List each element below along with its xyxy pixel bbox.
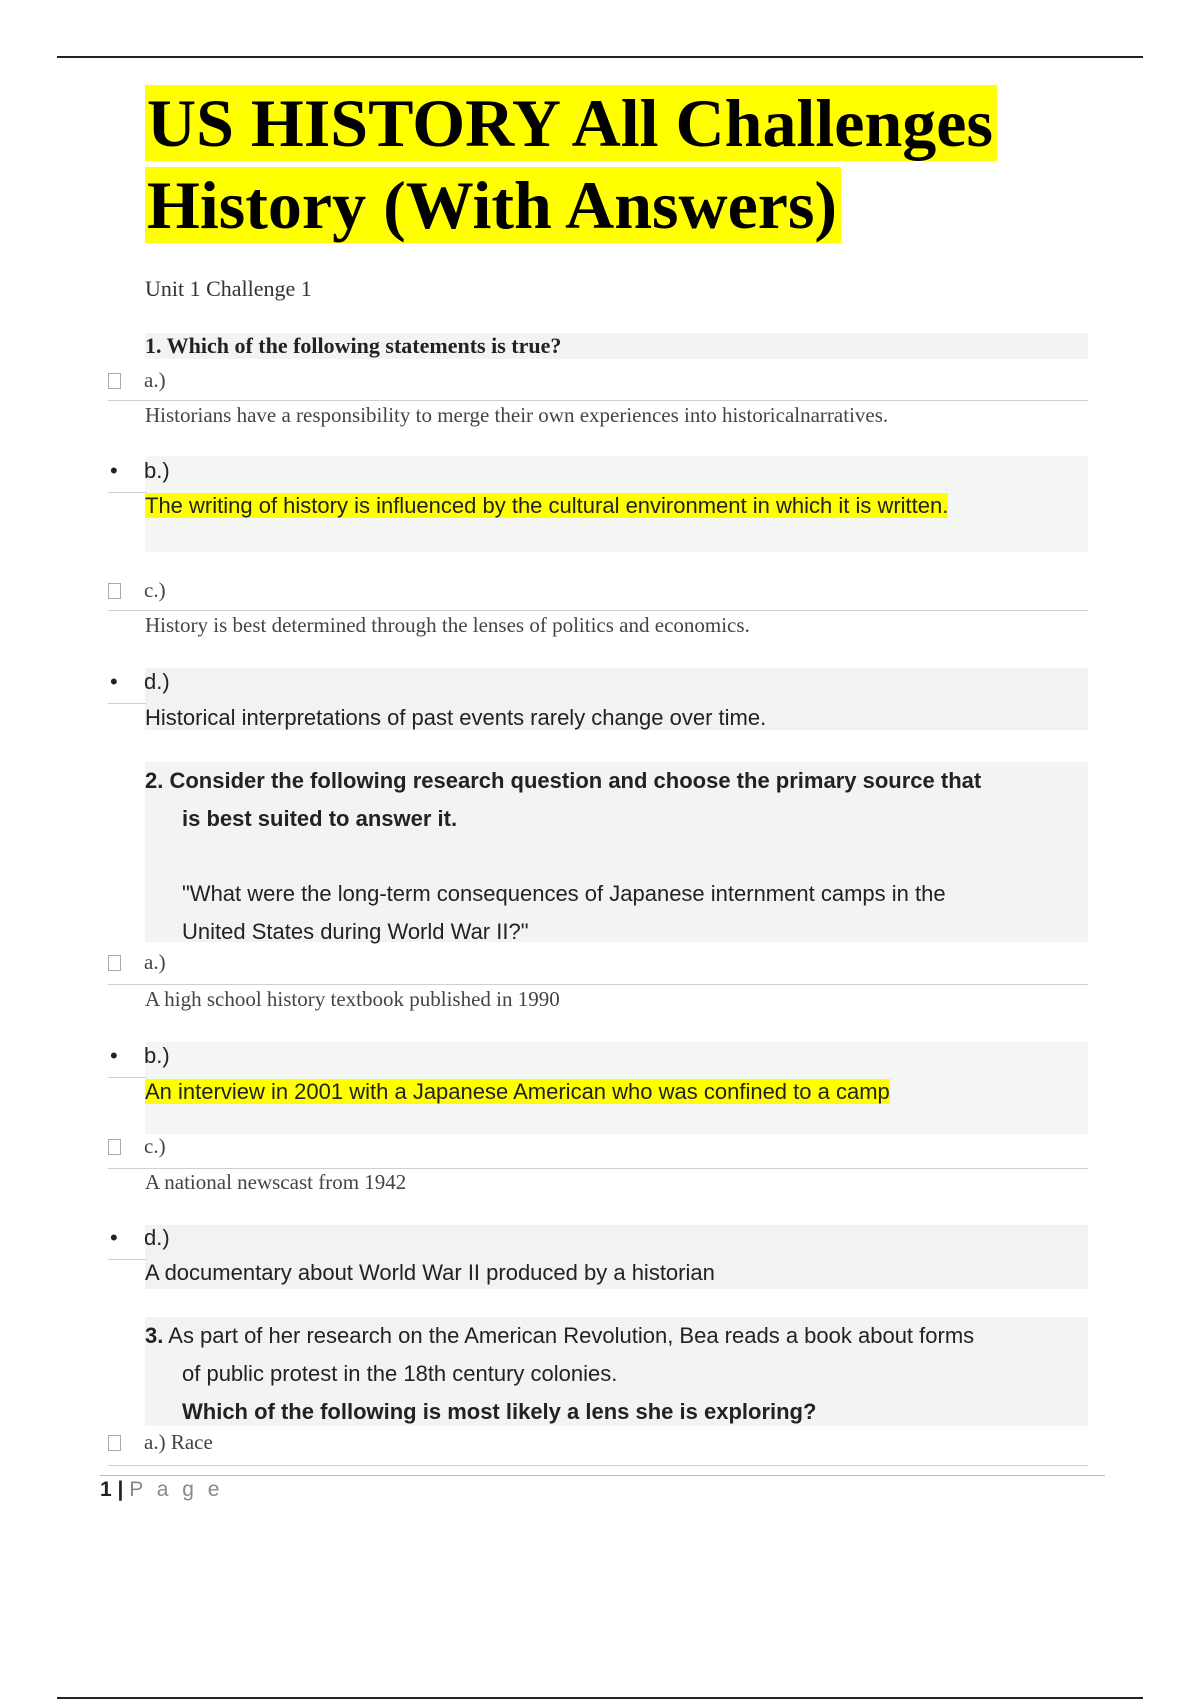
- question-3-box: [145, 1317, 1088, 1426]
- option-letter: b.): [144, 1043, 170, 1068]
- bottom-rule: [57, 1697, 1143, 1699]
- checkbox-icon[interactable]: [108, 1435, 121, 1451]
- divider: [108, 1465, 1088, 1466]
- page-number: 1: [100, 1478, 112, 1501]
- question-3-line-3: Which of the following is most likely a lens she is exploring?: [182, 1399, 817, 1424]
- q2-option-d-text: A documentary about World War II produced by a historian: [145, 1260, 715, 1285]
- question-text: Consider the following research question and choose the primary source that: [169, 768, 982, 793]
- title-line-1: US HISTORY All Challenges: [145, 85, 997, 161]
- bullet-icon: •: [110, 458, 118, 483]
- divider: [108, 400, 1088, 401]
- title-line-2: History (With Answers): [145, 167, 841, 243]
- footer-rule: [100, 1475, 1105, 1476]
- q2-option-b[interactable]: [108, 1041, 1088, 1081]
- question-2-quote-1: "What were the long-term consequences of Japanese internment camps in the: [182, 881, 946, 906]
- question-number: 3.: [145, 1323, 164, 1348]
- option-letter: a.): [144, 950, 166, 974]
- question-3-line-1: [145, 1317, 1088, 1355]
- question-1-box: [145, 333, 1088, 359]
- question-3-line-2: of public protest in the 18th century colonies.: [182, 1361, 618, 1386]
- divider: [108, 1168, 1088, 1169]
- q1-option-d[interactable]: [108, 667, 1088, 707]
- q2-option-c-text: A national newscast from 1942: [145, 1170, 407, 1194]
- q1-option-d-text: Historical interpretations of past events rarely change over time.: [145, 705, 767, 730]
- option-letter: c.): [144, 1134, 166, 1158]
- page-label: P a g e: [129, 1478, 224, 1501]
- option-letter: c.): [144, 578, 166, 602]
- checkbox-icon[interactable]: [108, 373, 121, 389]
- option-letter: d.): [144, 669, 170, 694]
- page-title: [145, 82, 1065, 246]
- question-text: As part of her research on the American Revolution, Bea reads a book about forms: [168, 1323, 975, 1348]
- divider: [108, 703, 146, 704]
- checkbox-icon[interactable]: [108, 583, 121, 599]
- question-2-line-1: [145, 762, 1088, 800]
- divider: [108, 1259, 146, 1260]
- checkbox-icon[interactable]: [108, 1139, 121, 1155]
- top-rule: [57, 56, 1143, 58]
- q2-option-b-text: [145, 1079, 890, 1105]
- question-2-line-2: is best suited to answer it.: [182, 806, 458, 831]
- q3-option-a[interactable]: [108, 1430, 1088, 1470]
- option-letter: b.): [144, 458, 170, 483]
- q2-option-a-text: A high school history textbook published in 1990: [145, 987, 560, 1011]
- unit-heading: Unit 1 Challenge 1: [145, 276, 312, 301]
- page-footer: [100, 1478, 223, 1502]
- q1-option-b[interactable]: [108, 456, 1088, 496]
- footer-separator: |: [117, 1478, 124, 1501]
- question-2-box: [145, 762, 1088, 942]
- option-letter: a.): [144, 368, 166, 392]
- option-text: a.) Race: [144, 1430, 213, 1454]
- question-1-text: 1. Which of the following statements is true?: [145, 333, 562, 358]
- bullet-icon: •: [110, 669, 118, 694]
- q2-option-d[interactable]: [108, 1223, 1088, 1263]
- divider: [108, 1077, 146, 1078]
- highlighted-answer: An interview in 2001 with a Japanese American who was confined to a camp: [145, 1079, 890, 1104]
- question-2-quote-2: United States during World War II?": [182, 919, 529, 944]
- checkbox-icon[interactable]: [108, 955, 121, 971]
- bullet-icon: •: [110, 1043, 118, 1068]
- divider: [108, 610, 1088, 611]
- bullet-icon: •: [110, 1225, 118, 1250]
- divider: [108, 492, 146, 493]
- option-letter: d.): [144, 1225, 170, 1250]
- divider: [108, 984, 1088, 985]
- question-number: 2.: [145, 768, 164, 793]
- q1-option-b-text: [145, 493, 948, 519]
- q1-option-c-text: History is best determined through the lenses of politics and economics.: [145, 613, 750, 637]
- q1-option-a-text: Historians have a responsibility to merge their own experiences into historicalnarratives.: [145, 403, 889, 427]
- highlighted-answer: The writing of history is influenced by the cultural environment in which it is written.: [145, 493, 949, 518]
